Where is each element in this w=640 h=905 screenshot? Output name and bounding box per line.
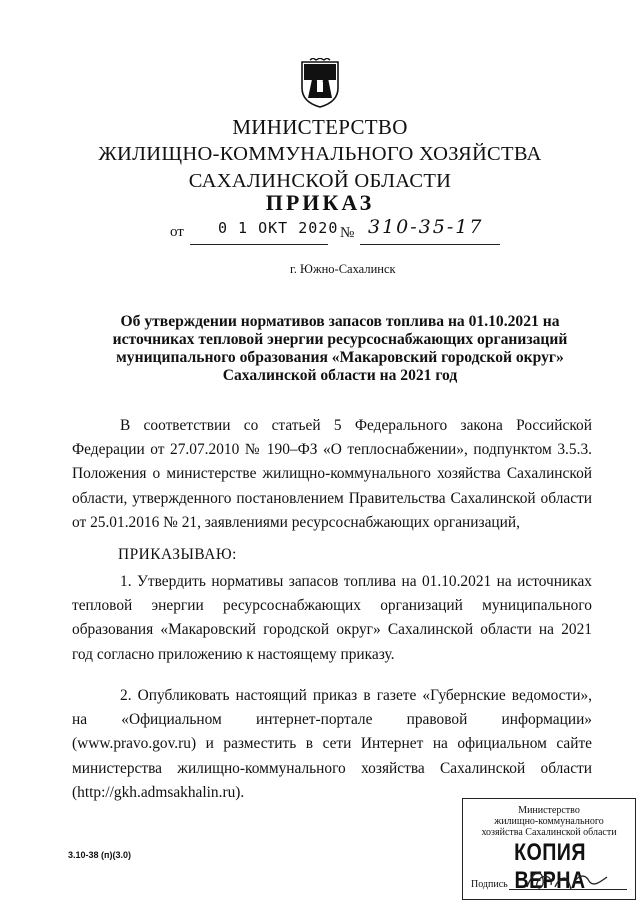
handwritten-signature (523, 865, 613, 895)
order-item-2: 2. Опубликовать настоящий приказ в газете «Губернские ведомости», на «Официальном интернет-портале правовой информации» (www.pravo.gov.ru) и разместить в сети Интернет на официальном сайте министерства жилищно-коммунального хозяйства Сахалинской области (http://gkh.admsakhalin.ru). (72, 687, 592, 801)
order-item-1: 1. Утвердить нормативы запасов топлива на 01.10.2021 на источниках тепловой энергии ресурсоснабжающих организаций муниципального образования «Макаровский городской округ» Сахалинской области на 2021 год согласно приложению к настоящему приказу. (72, 573, 592, 663)
number-underline (360, 244, 500, 245)
ministry-line-3: САХАЛИНСКОЙ ОБЛАСТИ (188, 170, 452, 192)
ministry-name (60, 114, 580, 195)
city-line: г. Южно-Сахалинск (290, 262, 396, 276)
order-word: ПРИКАЗЫВАЮ: (118, 546, 237, 563)
form-code: 3.10-38 (п)(3.0) (68, 850, 131, 860)
order-number: 310-35-17 (368, 216, 484, 238)
stamp-line-3: хозяйства Сахалинской области (481, 827, 617, 838)
order-subject: Об утверждении нормативов запасов топлива на 01.10.2021 на источниках тепловой энергии ресурсоснабжающих организаций муниципального образования «Макаровский городской округ» Сахалинской области на 2021 год (112, 313, 568, 384)
date-underline (190, 244, 328, 245)
preamble-paragraph: В соответствии со статьей 5 Федерального закона Российской Федерации от 27.07.2010 № 190–ФЗ «О теплоснабжении», подпунктом 3.5.3. Положения о министерстве жилищно-коммунального хозяйства Сахалинской области, утвержденного постановлением Правительства Сахалинской области от 25.01.2016 № 21, заявлениями ресурсоснабжающих организаций, (72, 417, 592, 531)
coat-of-arms-emblem (300, 58, 340, 108)
document-type-title: ПРИКАЗ (265, 190, 375, 215)
ministry-line-1: МИНИСТЕРСТВО (232, 115, 408, 139)
certified-copy-stamp (462, 798, 636, 900)
signature-label: Подпись (471, 879, 508, 890)
number-label: № (340, 225, 355, 241)
order-date: 0 1 ОКТ 2020 (218, 219, 339, 237)
stamp-line-2: жилищно-коммунального (494, 816, 604, 827)
stamp-line-1: Министерство (518, 805, 580, 816)
ministry-line-2: ЖИЛИЩНО-КОММУНАЛЬНОГО ХОЗЯЙСТВА (98, 143, 542, 165)
stamp-title: КОПИЯ ВЕРНА (514, 839, 586, 894)
date-label: от (170, 224, 184, 240)
